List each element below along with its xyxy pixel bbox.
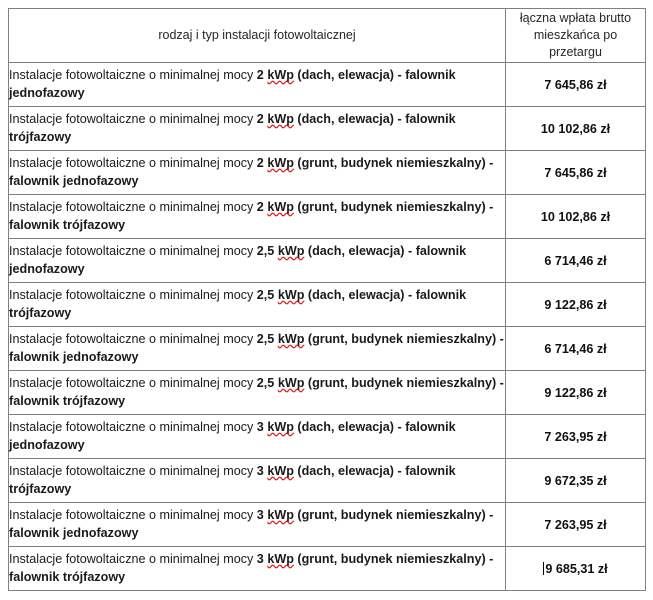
spellcheck-flagged-word[interactable]: kWp (267, 419, 294, 434)
amount-value: 6 714,46 zł (544, 253, 607, 268)
description-lead-text: Instalacje fotowoltaiczne o minimalnej mocy (9, 507, 257, 522)
amount-value: 9 122,86 zł (544, 297, 607, 312)
description-lead-text: Instalacje fotowoltaiczne o minimalnej mocy (9, 199, 257, 214)
description-power-value: 2,5 (256, 287, 278, 302)
column-header-amount: łączna wpłata brutto mieszkańca po przetargu (506, 9, 646, 63)
table-row (9, 459, 646, 503)
description-power-value: 2,5 (256, 331, 278, 346)
cell-description[interactable] (9, 195, 506, 239)
table-row (9, 503, 646, 547)
amount-value: 7 263,95 zł (544, 429, 607, 444)
description-spec-text: (dach, elewacja) - falownik jednofazowy (9, 243, 467, 276)
spellcheck-flagged-word[interactable]: kWp (267, 199, 294, 214)
amount-value: 10 102,86 zł (540, 121, 611, 136)
cell-description[interactable] (9, 547, 506, 591)
description-spec-text: (dach, elewacja) - falownik trójfazowy (9, 287, 467, 320)
header-row (9, 9, 646, 63)
spellcheck-flagged-word[interactable]: kWp (267, 155, 294, 170)
cell-amount[interactable] (506, 327, 646, 371)
description-lead-text: Instalacje fotowoltaiczne o minimalnej mocy (9, 551, 257, 566)
table-row (9, 63, 646, 107)
description-power-value: 2 (256, 67, 268, 82)
cell-amount[interactable] (506, 371, 646, 415)
description-spec-text: (dach, elewacja) - falownik jednofazowy (9, 419, 456, 452)
description-power-value: 2 (256, 111, 268, 126)
table-row (9, 107, 646, 151)
cell-description[interactable] (9, 503, 506, 547)
description-lead-text: Instalacje fotowoltaiczne o minimalnej mocy (9, 375, 257, 390)
cell-description[interactable] (9, 107, 506, 151)
table-row (9, 239, 646, 283)
table-row (9, 547, 646, 591)
description-power-value: 2 (256, 199, 268, 214)
cell-amount[interactable] (506, 151, 646, 195)
description-spec-text: (dach, elewacja) - falownik jednofazowy (9, 67, 456, 100)
cell-amount[interactable] (506, 107, 646, 151)
amount-value: 9 672,35 zł (544, 473, 607, 488)
description-spec-text: (grunt, budynek niemieszkalny) - falownik jednofazowy (9, 507, 494, 540)
cell-description[interactable] (9, 371, 506, 415)
table-header (9, 9, 646, 63)
spellcheck-flagged-word[interactable]: kWp (267, 67, 294, 82)
description-spec-text: (grunt, budynek niemieszkalny) - falownik jednofazowy (9, 331, 504, 364)
cell-description[interactable] (9, 63, 506, 107)
cell-description[interactable] (9, 327, 506, 371)
description-power-value: 2,5 (256, 375, 278, 390)
cell-amount[interactable] (506, 415, 646, 459)
table-row (9, 195, 646, 239)
description-lead-text: Instalacje fotowoltaiczne o minimalnej mocy (9, 463, 257, 478)
table-row (9, 327, 646, 371)
spellcheck-flagged-word[interactable]: kWp (277, 287, 305, 302)
description-lead-text: Instalacje fotowoltaiczne o minimalnej mocy (9, 155, 257, 170)
amount-value: 10 102,86 zł (540, 209, 611, 224)
amount-value: 9 685,31 zł (545, 561, 608, 576)
description-spec-text: (dach, elewacja) - falownik trójfazowy (9, 111, 456, 144)
description-lead-text: Instalacje fotowoltaiczne o minimalnej mocy (9, 243, 257, 258)
cell-description[interactable] (9, 415, 506, 459)
cell-amount[interactable] (506, 239, 646, 283)
cell-description[interactable] (9, 283, 506, 327)
description-power-value: 3 (256, 551, 268, 566)
description-spec-text: (grunt, budynek niemieszkalny) - falownik jednofazowy (9, 155, 494, 188)
table-row (9, 371, 646, 415)
description-lead-text: Instalacje fotowoltaiczne o minimalnej mocy (9, 331, 257, 346)
description-lead-text: Instalacje fotowoltaiczne o minimalnej mocy (9, 419, 257, 434)
table-body (9, 63, 646, 591)
description-lead-text: Instalacje fotowoltaiczne o minimalnej mocy (9, 287, 257, 302)
amount-value: 6 714,46 zł (544, 341, 607, 356)
table-row (9, 151, 646, 195)
spellcheck-flagged-word[interactable]: kWp (267, 111, 294, 126)
pv-pricing-table (8, 8, 646, 591)
table-row (9, 415, 646, 459)
spellcheck-flagged-word[interactable]: kWp (277, 243, 305, 258)
spellcheck-flagged-word[interactable]: kWp (267, 551, 294, 566)
cell-amount[interactable] (506, 195, 646, 239)
amount-value: 7 645,86 zł (544, 165, 607, 180)
amount-value: 9 122,86 zł (544, 385, 607, 400)
column-header-description: rodzaj i typ instalacji fotowoltaicznej (9, 9, 506, 63)
spellcheck-flagged-word[interactable]: kWp (267, 507, 294, 522)
description-power-value: 3 (256, 507, 268, 522)
spellcheck-flagged-word[interactable]: kWp (267, 463, 294, 478)
description-spec-text: (dach, elewacja) - falownik trójfazowy (9, 463, 456, 496)
spellcheck-flagged-word[interactable]: kWp (277, 375, 305, 390)
description-lead-text: Instalacje fotowoltaiczne o minimalnej mocy (9, 111, 257, 126)
amount-value: 7 263,95 zł (544, 517, 607, 532)
description-spec-text: (grunt, budynek niemieszkalny) - falownik trójfazowy (9, 551, 494, 584)
amount-value: 7 645,86 zł (544, 77, 607, 92)
description-power-value: 3 (256, 419, 268, 434)
description-spec-text: (grunt, budynek niemieszkalny) - falownik trójfazowy (9, 199, 494, 232)
description-spec-text: (grunt, budynek niemieszkalny) - falownik trójfazowy (9, 375, 504, 408)
cell-amount[interactable] (506, 63, 646, 107)
cell-amount[interactable] (506, 283, 646, 327)
description-power-value: 3 (256, 463, 268, 478)
cell-description[interactable] (9, 239, 506, 283)
cell-amount[interactable] (506, 547, 646, 591)
description-lead-text: Instalacje fotowoltaiczne o minimalnej mocy (9, 67, 257, 82)
cell-description[interactable] (9, 151, 506, 195)
cell-amount[interactable] (506, 503, 646, 547)
description-power-value: 2 (256, 155, 268, 170)
spellcheck-flagged-word[interactable]: kWp (277, 331, 305, 346)
table-row (9, 283, 646, 327)
description-power-value: 2,5 (256, 243, 278, 258)
cell-amount[interactable] (506, 459, 646, 503)
cell-description[interactable] (9, 459, 506, 503)
